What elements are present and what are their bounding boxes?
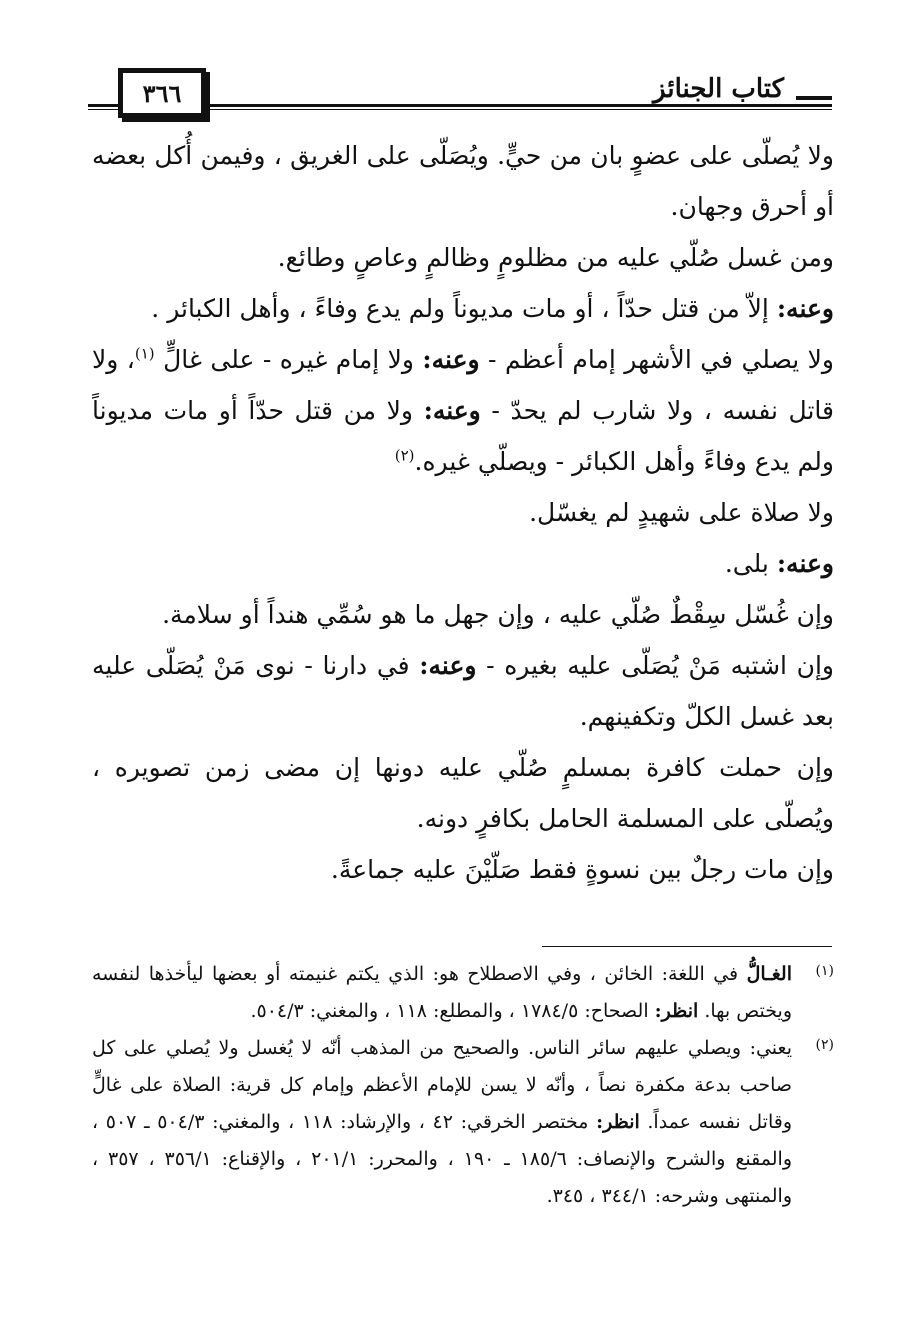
paragraph-text: وإن اشتبه مَنْ يُصَلّى عليه بغيره - xyxy=(476,651,834,680)
paragraph-6 xyxy=(92,538,834,589)
page-number: ٣٦٦ xyxy=(118,68,206,118)
paragraph-4 xyxy=(92,334,834,487)
footnote-ref-1[interactable]: (١) xyxy=(134,344,155,363)
footnote-body: في اللغة: الخائن ، وفي الاصطلاح هو: الذي يكتم غنيمته أو بعضها ليأخذها لنفسه ويختص بها. xyxy=(92,963,792,1022)
riwaya-label: وعنه: xyxy=(422,345,480,374)
paragraph-text: ولا إمام غيره - على غالٍّ xyxy=(154,345,423,374)
paragraph-1: ولا يُصلّى على عضوٍ بان من حيٍّ. ويُصَلّى على الغريق ، وفيمن أُكل بعضه أو أحرق وجهان. xyxy=(92,141,834,221)
footnote-sources: الصحاح: ١٧٨٤/٥ ، والمطلع: ١١٨ ، والمغني: ٥٠٤/٣. xyxy=(250,1000,655,1022)
footnote-ref-2[interactable]: (٢) xyxy=(394,446,415,465)
footnote-separator xyxy=(542,946,832,947)
title-dash xyxy=(796,96,832,100)
footnote-2 xyxy=(92,1030,834,1215)
paragraph-7: وإن غُسّل سِقْطٌ صُلّي عليه ، وإن جهل ما هو سُمِّي هنداً أو سلامة. xyxy=(162,600,834,629)
paragraph-text: ، ولا قاتل نفسه ، ولا شارب لم يحدّ - xyxy=(92,345,835,425)
page-header xyxy=(88,68,832,118)
paragraph-2: ومن غسل صُلّي عليه من مظلومٍ وظالمٍ وعاصٍ وطائع. xyxy=(277,243,834,272)
riwaya-label: وعنه: xyxy=(419,651,477,680)
chapter-title: كتاب الجنائز xyxy=(647,74,790,104)
footnote-1 xyxy=(92,956,834,1030)
footnote-see-label: انظر: xyxy=(596,1111,640,1133)
paragraph-text: في دارنا - نوى مَنْ يُصَلّى عليه بعد غسل الكلّ وتكفينهم. xyxy=(92,651,834,731)
footnote-sources: مختصر الخرقي: ٤٢ ، والإرشاد: ١١٨ ، والمغني: ٥٠٤/٣ ـ ٥٠٧ ، والمقنع والشرح والإنصاف: ١٨٥/٦ ـ ١٩٠ ، والمحرر: ٢٠١/١ ، والإقناع: ٣٥٦/١ ، ٣٥٧ ، والمنتهى وشرحه: ٣٤٤/١ ، ٣٤٥. xyxy=(92,1111,793,1207)
footnote-term: الغـالُّ xyxy=(746,963,792,985)
footnote-text xyxy=(92,1030,792,1215)
riwaya-label: وعنه: xyxy=(423,396,481,425)
footnote-number: (٢) xyxy=(815,1037,834,1053)
paragraph-text: إلاّ من قتل حدّاً ، أو مات مديوناً ولم يدع وفاءً ، وأهل الكبائر . xyxy=(151,294,777,323)
paragraph-text: ولا من قتل حدّاً أو مات مديوناً ولم يدع وفاءً وأهل الكبائر - ويصلّي غيره. xyxy=(92,396,834,476)
footnote-text xyxy=(92,956,792,1030)
riwaya-label: وعنه: xyxy=(776,549,834,578)
main-text xyxy=(92,130,834,895)
footnotes xyxy=(92,956,834,1215)
paragraph-9: وإن حملت كافرة بمسلمٍ صُلّي عليه دونها إن مضى زمن تصويره ، ويُصلّى على المسلمة الحامل بكافرٍ دونه. xyxy=(92,753,834,833)
paragraph-3 xyxy=(92,283,834,334)
paragraph-10: وإن مات رجلٌ بين نسوةٍ فقط صَلّيْنَ عليه جماعةً. xyxy=(330,855,834,884)
paragraph-text: ولا يصلي في الأشهر إمام أعظم - xyxy=(479,345,834,374)
footnote-see-label: انظر: xyxy=(654,1000,699,1022)
paragraph-text: بلى. xyxy=(724,549,777,578)
paragraph-8 xyxy=(92,640,834,742)
footnote-body: يعني: ويصلي عليهم سائر الناس. والصحيح من المذهب أنّه لا يُغسل ولا يُصلي على كل صاحب بدعة مكفرة نصاً ، وأنّه لا يسن للإمام الأعظم وإمام كل قرية: الصلاة على غالٍّ وقاتل نفسه عمداً. xyxy=(92,1037,793,1133)
paragraph-5: ولا صلاة على شهيدٍ لم يغسّل. xyxy=(529,498,834,527)
footnote-number: (١) xyxy=(815,963,834,979)
riwaya-label: وعنه: xyxy=(776,294,834,323)
